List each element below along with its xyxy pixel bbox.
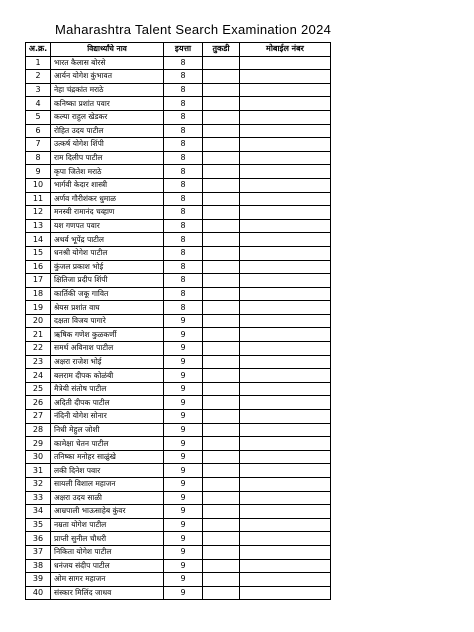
mobile-number-cell [240,206,331,220]
table-row [26,410,331,424]
mobile-number-cell [240,110,331,124]
class-cell: 8 [164,274,203,288]
student-name-cell: भारत कैलास बोरसे [51,56,164,70]
mobile-number-cell [240,260,331,274]
serial-cell: 14 [26,233,51,247]
serial-cell: 20 [26,314,51,328]
student-name-cell: अथर्व भूपेंद्र पाटील [51,233,164,247]
header-division: तुकडी [203,43,240,57]
class-cell: 8 [164,97,203,111]
table-row [26,342,331,356]
division-cell [203,165,240,179]
student-name-cell: क्षितिजा प्रदीप शिंपी [51,274,164,288]
division-cell [203,355,240,369]
serial-cell: 5 [26,110,51,124]
serial-cell: 13 [26,219,51,233]
table-row [26,70,331,84]
serial-cell: 8 [26,151,51,165]
student-name-cell: उत्कर्ष योगेश शिंपी [51,138,164,152]
table-row [26,138,331,152]
mobile-number-cell [240,410,331,424]
serial-cell: 6 [26,124,51,138]
division-cell [203,410,240,424]
student-name-cell: ओम सागर महाजन [51,573,164,587]
serial-cell: 23 [26,355,51,369]
mobile-number-cell [240,437,331,451]
student-name-cell: नेहा चंद्रकांत मराठे [51,83,164,97]
division-cell [203,274,240,288]
student-name-cell: संस्कार मिलिंद जाधव [51,586,164,600]
class-cell: 9 [164,478,203,492]
table-header-row [26,43,331,57]
serial-cell: 24 [26,369,51,383]
division-cell [203,178,240,192]
class-cell: 8 [164,287,203,301]
division-cell [203,505,240,519]
student-name-cell: अर्णव गौरीशंकर धुमाळ [51,192,164,206]
table-row [26,110,331,124]
serial-cell: 19 [26,301,51,315]
table-row [26,151,331,165]
serial-cell: 10 [26,178,51,192]
serial-cell: 38 [26,559,51,573]
class-cell: 9 [164,450,203,464]
serial-cell: 17 [26,274,51,288]
serial-cell: 15 [26,246,51,260]
division-cell [203,206,240,220]
student-name-cell: तनिष्का मनोहर साळुंखे [51,450,164,464]
division-cell [203,369,240,383]
division-cell [203,138,240,152]
class-cell: 9 [164,423,203,437]
table-row [26,478,331,492]
student-name-cell: अदिती दीपक पाटील [51,396,164,410]
student-table [25,42,331,600]
mobile-number-cell [240,274,331,288]
table-row [26,206,331,220]
student-name-cell: ऋषिक गणेश कुळकर्णी [51,328,164,342]
serial-cell: 9 [26,165,51,179]
serial-cell: 16 [26,260,51,274]
class-cell: 8 [164,260,203,274]
mobile-number-cell [240,192,331,206]
table-row [26,165,331,179]
division-cell [203,151,240,165]
table-row [26,437,331,451]
class-cell: 9 [164,518,203,532]
table-row [26,56,331,70]
table-row [26,586,331,600]
mobile-number-cell [240,505,331,519]
serial-cell: 28 [26,423,51,437]
mobile-number-cell [240,233,331,247]
mobile-number-cell [240,219,331,233]
header-serial: अ.क्र. [26,43,51,57]
class-cell: 8 [164,246,203,260]
division-cell [203,192,240,206]
student-name-cell: श्रेयस प्रशांत वाघ [51,301,164,315]
division-cell [203,219,240,233]
division-cell [203,233,240,247]
mobile-number-cell [240,382,331,396]
student-name-cell: दक्षता विजय पागारे [51,314,164,328]
serial-cell: 22 [26,342,51,356]
serial-cell: 2 [26,70,51,84]
serial-cell: 39 [26,573,51,587]
division-cell [203,83,240,97]
class-cell: 8 [164,138,203,152]
mobile-number-cell [240,369,331,383]
serial-cell: 40 [26,586,51,600]
student-name-cell: लकी दिनेश पवार [51,464,164,478]
mobile-number-cell [240,70,331,84]
mobile-number-cell [240,396,331,410]
header-mobile-number: मोबाईल नंबर [240,43,331,57]
division-cell [203,246,240,260]
student-name-cell: आम्रपाली भाऊसाहेब कुंवर [51,505,164,519]
serial-cell: 35 [26,518,51,532]
class-cell: 9 [164,396,203,410]
class-cell: 9 [164,355,203,369]
table-row [26,491,331,505]
serial-cell: 29 [26,437,51,451]
table-row [26,532,331,546]
division-cell [203,56,240,70]
division-cell [203,450,240,464]
table-row [26,355,331,369]
serial-cell: 36 [26,532,51,546]
mobile-number-cell [240,314,331,328]
mobile-number-cell [240,328,331,342]
table-row [26,97,331,111]
division-cell [203,260,240,274]
serial-cell: 26 [26,396,51,410]
class-cell: 9 [164,342,203,356]
serial-cell: 21 [26,328,51,342]
serial-cell: 27 [26,410,51,424]
serial-cell: 37 [26,545,51,559]
division-cell [203,532,240,546]
serial-cell: 1 [26,56,51,70]
table-row [26,83,331,97]
student-name-cell: मैत्रेयी संतोष पाटील [51,382,164,396]
mobile-number-cell [240,97,331,111]
division-cell [203,464,240,478]
student-name-cell: निकिता योगेश पाटील [51,545,164,559]
table-row [26,192,331,206]
serial-cell: 34 [26,505,51,519]
serial-cell: 30 [26,450,51,464]
division-cell [203,423,240,437]
division-cell [203,586,240,600]
class-cell: 9 [164,382,203,396]
class-cell: 8 [164,83,203,97]
serial-cell: 4 [26,97,51,111]
student-name-cell: रोहित उदय पाटील [51,124,164,138]
class-cell: 9 [164,314,203,328]
class-cell: 8 [164,151,203,165]
mobile-number-cell [240,559,331,573]
student-name-cell: बलराम दीपक कोळंबी [51,369,164,383]
student-name-cell: मनस्वी रामानंद चव्हाण [51,206,164,220]
class-cell: 8 [164,124,203,138]
student-name-cell: कामेक्षा चेतन पाटील [51,437,164,451]
mobile-number-cell [240,545,331,559]
division-cell [203,110,240,124]
student-name-cell: धनश्री योगेश पाटील [51,246,164,260]
mobile-number-cell [240,573,331,587]
student-name-cell: कनिष्का प्रशांत पवार [51,97,164,111]
header-class: इयत्ता [164,43,203,57]
serial-cell: 31 [26,464,51,478]
mobile-number-cell [240,246,331,260]
table-row [26,124,331,138]
division-cell [203,559,240,573]
class-cell: 9 [164,545,203,559]
mobile-number-cell [240,83,331,97]
mobile-number-cell [240,56,331,70]
student-name-cell: नम्रता योगेश पाटील [51,518,164,532]
division-cell [203,314,240,328]
table-row [26,260,331,274]
class-cell: 9 [164,410,203,424]
mobile-number-cell [240,287,331,301]
mobile-number-cell [240,355,331,369]
student-name-cell: सायली विशाल महाजन [51,478,164,492]
table-row [26,314,331,328]
mobile-number-cell [240,586,331,600]
class-cell: 8 [164,56,203,70]
table-row [26,301,331,315]
student-name-cell: नंदिनी योगेश सोनार [51,410,164,424]
class-cell: 9 [164,586,203,600]
student-name-cell: धनंजय संदीप पाटील [51,559,164,573]
mobile-number-cell [240,423,331,437]
student-name-cell: राम दिलीप पाटील [51,151,164,165]
division-cell [203,396,240,410]
division-cell [203,328,240,342]
serial-cell: 33 [26,491,51,505]
class-cell: 9 [164,437,203,451]
table-row [26,246,331,260]
division-cell [203,518,240,532]
class-cell: 8 [164,206,203,220]
table-row [26,396,331,410]
student-name-cell: अक्षरा राजेश भोई [51,355,164,369]
class-cell: 9 [164,573,203,587]
class-cell: 8 [164,178,203,192]
mobile-number-cell [240,342,331,356]
mobile-number-cell [240,151,331,165]
class-cell: 8 [164,233,203,247]
table-row [26,423,331,437]
mobile-number-cell [240,124,331,138]
table-row [26,233,331,247]
student-name-cell: समर्थ अविनाश पाटील [51,342,164,356]
student-name-cell: आर्यन योगेश कुंभावत [51,70,164,84]
mobile-number-cell [240,450,331,464]
mobile-number-cell [240,491,331,505]
student-name-cell: अक्षरा उदय साळी [51,491,164,505]
table-row [26,178,331,192]
class-cell: 9 [164,505,203,519]
class-cell: 9 [164,559,203,573]
division-cell [203,437,240,451]
class-cell: 8 [164,301,203,315]
serial-cell: 25 [26,382,51,396]
division-cell [203,491,240,505]
class-cell: 9 [164,464,203,478]
division-cell [203,545,240,559]
division-cell [203,573,240,587]
division-cell [203,382,240,396]
mobile-number-cell [240,532,331,546]
table-row [26,274,331,288]
class-cell: 8 [164,70,203,84]
document-title: Maharashtra Talent Search Examination 2024 [55,22,332,37]
serial-cell: 3 [26,83,51,97]
student-name-cell: भार्गवी केदार शास्त्री [51,178,164,192]
table-row [26,219,331,233]
class-cell: 9 [164,369,203,383]
class-cell: 9 [164,491,203,505]
serial-cell: 18 [26,287,51,301]
mobile-number-cell [240,518,331,532]
division-cell [203,124,240,138]
table-row [26,369,331,383]
serial-cell: 12 [26,206,51,220]
mobile-number-cell [240,178,331,192]
division-cell [203,287,240,301]
table-row [26,328,331,342]
student-name-cell: कुंजल प्रकाश भोई [51,260,164,274]
header-student-name: विद्यार्थ्यांचे नाव [51,43,164,57]
serial-cell: 11 [26,192,51,206]
serial-cell: 32 [26,478,51,492]
class-cell: 9 [164,328,203,342]
mobile-number-cell [240,478,331,492]
class-cell: 9 [164,532,203,546]
table-row [26,573,331,587]
serial-cell: 7 [26,138,51,152]
division-cell [203,301,240,315]
mobile-number-cell [240,165,331,179]
student-name-cell: कृपा जितेश मराठे [51,165,164,179]
student-name-cell: यश गणपत पवार [51,219,164,233]
student-name-cell: कार्तिकी जकू गावित [51,287,164,301]
table-row [26,505,331,519]
mobile-number-cell [240,464,331,478]
table-row [26,382,331,396]
table-row [26,450,331,464]
class-cell: 8 [164,165,203,179]
table-row [26,545,331,559]
student-name-cell: कल्या राहुल खेडकर [51,110,164,124]
division-cell [203,478,240,492]
table-row [26,518,331,532]
class-cell: 8 [164,219,203,233]
student-name-cell: प्राप्ती सुनील चौधरी [51,532,164,546]
division-cell [203,70,240,84]
mobile-number-cell [240,138,331,152]
table-row [26,559,331,573]
table-row [26,464,331,478]
division-cell [203,97,240,111]
mobile-number-cell [240,301,331,315]
student-name-cell: निधी मेहुल जोशी [51,423,164,437]
table-row [26,287,331,301]
class-cell: 8 [164,192,203,206]
division-cell [203,342,240,356]
class-cell: 8 [164,110,203,124]
